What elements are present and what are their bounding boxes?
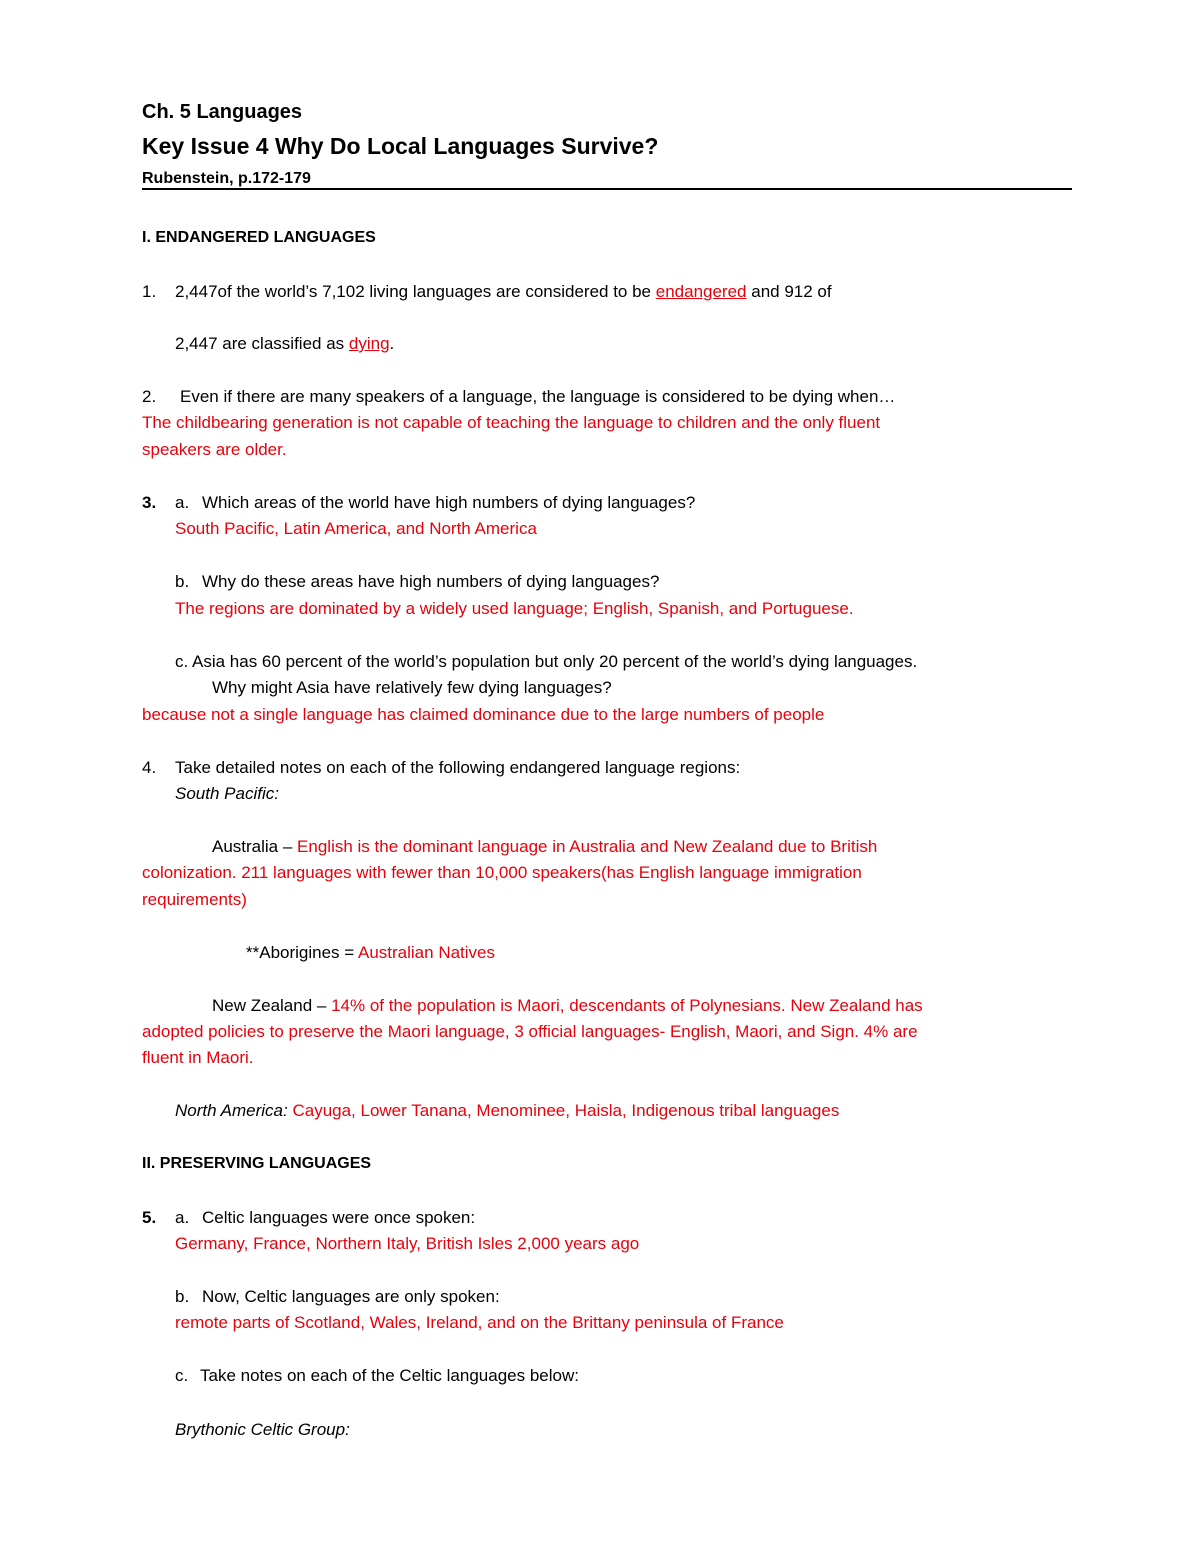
north-america-answer: Cayuga, Lower Tanana, Menominee, Haisla, Indigenous tribal languages	[287, 1101, 840, 1120]
aborigines-answer: Australian Natives	[358, 943, 496, 962]
q2-text: Even if there are many speakers of a language, the language is considered to be dying when…	[180, 387, 896, 406]
q1-text-b: and 912 of	[746, 282, 832, 301]
q3b-text: Why do these areas have high numbers of dying languages?	[202, 572, 660, 591]
nz-answer-2: adopted policies to preserve the Maori language, 3 official languages- English, Maori, and Sign. 4% are	[142, 1022, 918, 1041]
q5a-text: Celtic languages were once spoken:	[202, 1208, 476, 1227]
australia-line1	[212, 837, 877, 857]
header-rule	[142, 188, 1072, 190]
q1-answer-endangered: endangered	[655, 282, 747, 301]
aborigines-label: **Aborigines =	[246, 943, 358, 962]
q1-text-d: .	[389, 334, 395, 353]
section-2-title: II. PRESERVING LANGUAGES	[142, 1155, 372, 1172]
q3b-label: b.	[175, 572, 190, 591]
q3a-answer: South Pacific, Latin America, and North America	[175, 519, 537, 538]
q2-number: 2.	[142, 387, 157, 406]
document-source: Rubenstein, p.172-179	[142, 170, 311, 187]
section-1-title: I. ENDANGERED LANGUAGES	[142, 229, 376, 246]
q3c-text: c. Asia has 60 percent of the world’s population but only 20 percent of the world’s dying languages.	[175, 652, 918, 671]
q3a-label: a.	[175, 493, 190, 512]
q1-text-c: 2,447 are classified as	[175, 334, 349, 353]
q5b-label: b.	[175, 1287, 190, 1306]
q5-number: 5.	[142, 1208, 157, 1227]
q5a-label: a.	[175, 1208, 190, 1227]
q5a-answer: Germany, France, Northern Italy, British Isles 2,000 years ago	[175, 1234, 640, 1253]
nz-answer-1: 14% of the population is Maori, descendants of Polynesians. New Zealand has	[331, 996, 923, 1015]
aborigines-line	[246, 943, 495, 963]
q4-text: Take detailed notes on each of the following endangered language regions:	[175, 758, 741, 777]
document-title: Ch. 5 Languages	[142, 101, 303, 123]
q3c-text2: Why might Asia have relatively few dying languages?	[212, 678, 612, 697]
q4-region-south-pacific: South Pacific:	[175, 784, 279, 803]
q3b-answer: The regions are dominated by a widely used language; English, Spanish, and Portuguese.	[175, 599, 854, 618]
q4-region-north-america: North America:	[175, 1101, 288, 1120]
document-heading: Key Issue 4 Why Do Local Languages Survive?	[142, 133, 659, 159]
q1-number: 1.	[142, 282, 157, 301]
north-america-line	[175, 1101, 839, 1121]
q1-line2	[175, 334, 394, 354]
q2-answer-line1: The childbearing generation is not capable of teaching the language to children and the only fluent	[142, 413, 881, 432]
q5c-label: c.	[175, 1366, 189, 1385]
australia-answer-3: requirements)	[142, 890, 247, 909]
q3a-text: Which areas of the world have high numbers of dying languages?	[202, 493, 696, 512]
q5b-answer: remote parts of Scotland, Wales, Ireland, and on the Brittany peninsula of France	[175, 1313, 784, 1332]
q3c-answer: because not a single language has claimed dominance due to the large numbers of people	[142, 705, 825, 724]
australia-answer-2: colonization. 211 languages with fewer than 10,000 speakers(has English language immigration	[142, 863, 862, 882]
nz-line1	[212, 996, 923, 1016]
q5b-text: Now, Celtic languages are only spoken:	[202, 1287, 500, 1306]
q1-answer-dying: dying	[348, 334, 390, 353]
nz-answer-3: fluent in Maori.	[142, 1048, 254, 1067]
q2-answer-line2: speakers are older.	[142, 440, 287, 459]
q1-line1	[175, 282, 832, 302]
q4-number: 4.	[142, 758, 157, 777]
q3-number: 3.	[142, 493, 157, 512]
q1-text-a: 2,447of the world’s 7,102 living languages are considered to be	[175, 282, 656, 301]
australia-answer-1: English is the dominant language in Australia and New Zealand due to British	[297, 837, 878, 856]
q5c-text: Take notes on each of the Celtic languages below:	[200, 1366, 579, 1385]
nz-label: New Zealand –	[212, 996, 332, 1015]
brythonic-group-label: Brythonic Celtic Group:	[175, 1420, 350, 1439]
australia-label: Australia –	[212, 837, 298, 856]
